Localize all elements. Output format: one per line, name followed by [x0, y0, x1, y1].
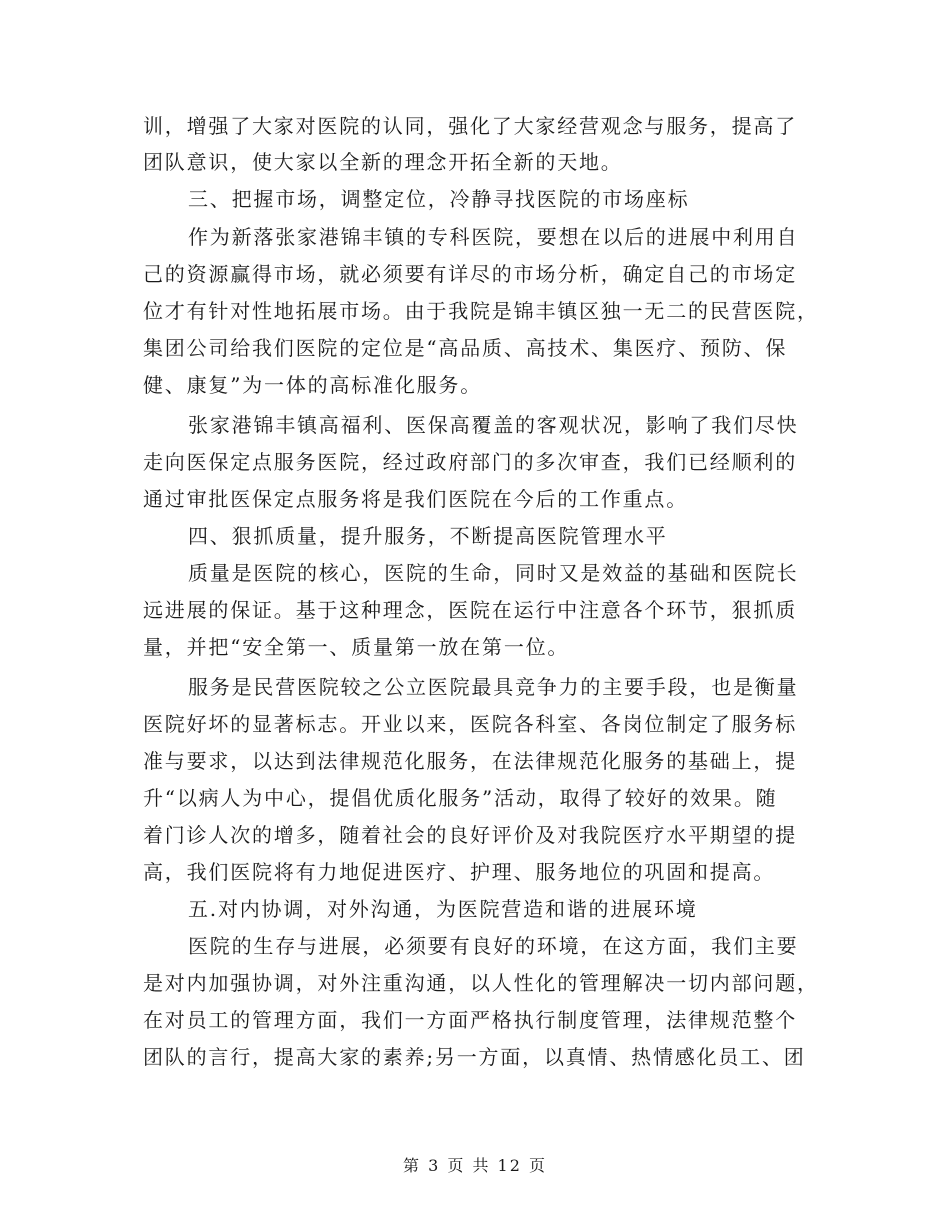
text-line: 远进展的保证。基于这种理念，医院在运行中注意各个环节，狠抓质 [143, 598, 797, 622]
text-line: 走向医保定点服务医院，经过政府部门的多次审查，我们已经顺利的 [143, 450, 797, 474]
text-line: 升“以病人为中心，提倡优质化服务”活动，取得了较好的效果。随 [143, 786, 778, 810]
text-line: 训，增强了大家对医院的认同，强化了大家经营观念与服务，提高了 [143, 114, 797, 138]
text-line: 在对员工的管理方面，我们一方面严格执行制度管理，法律规范整个 [143, 1008, 797, 1032]
text-line: 着门诊人次的增多，随着社会的良好评价及对我院医疗水平期望的提 [143, 823, 797, 847]
text-line: 团队的言行，提高大家的素养;另一方面，以真情、热情感化员工、团 [143, 1045, 806, 1069]
text-line: 位才有针对性地拓展市场。由于我院是锦丰镇区独一无二的民营医院， [143, 299, 819, 323]
section-heading: 五.对内协调，对外沟通，为医院营造和谐的进展环境 [188, 897, 698, 921]
section-heading: 四、狠抓质量，提升服务，不断提高医院管理水平 [188, 524, 668, 548]
text-line: 准与要求，以达到法律规范化服务，在法律规范化服务的基础上，提 [143, 749, 797, 773]
text-line: 服务是民营医院较之公立医院最具竞争力的主要手段，也是衡量 [188, 675, 799, 699]
text-line: 集团公司给我们医院的定位是“高品质、高技术、集医疗、预防、保 [143, 336, 788, 360]
text-line: 高，我们医院将有力地促进医疗、护理、服务地位的巩固和提高。 [143, 860, 776, 884]
text-line: 张家港锦丰镇高福利、医保高覆盖的客观状况，影响了我们尽快 [188, 413, 799, 437]
text-line: 医院好坏的显著标志。开业以来，医院各科室、各岗位制定了服务标 [143, 712, 797, 736]
page-number: 第 3 页 共 12 页 [403, 1156, 547, 1175]
text-line: 质量是医院的核心，医院的生命，同时又是效益的基础和医院长 [188, 561, 799, 585]
section-heading: 三、把握市场，调整定位，冷静寻找医院的市场座标 [188, 187, 690, 211]
text-line: 作为新落张家港锦丰镇的专科医院，要想在以后的进展中利用自 [188, 225, 799, 249]
text-line: 己的资源赢得市场，就必须要有详尽的市场分析，确定自己的市场定 [143, 262, 797, 286]
text-line: 量，并把“安全第一、质量第一放在第一位。 [143, 635, 570, 659]
text-line: 医院的生存与进展，必须要有良好的环境，在这方面，我们主要 [188, 934, 799, 958]
text-line: 健、康复”为一体的高标准化服务。 [143, 373, 483, 397]
text-line: 团队意识，使大家以全新的理念开拓全新的天地。 [143, 150, 623, 174]
text-line: 通过审批医保定点服务将是我们医院在今后的工作重点。 [143, 487, 688, 511]
text-line: 是对内加强协调，对外注重沟通，以人性化的管理解决一切内部问题， [143, 971, 819, 995]
